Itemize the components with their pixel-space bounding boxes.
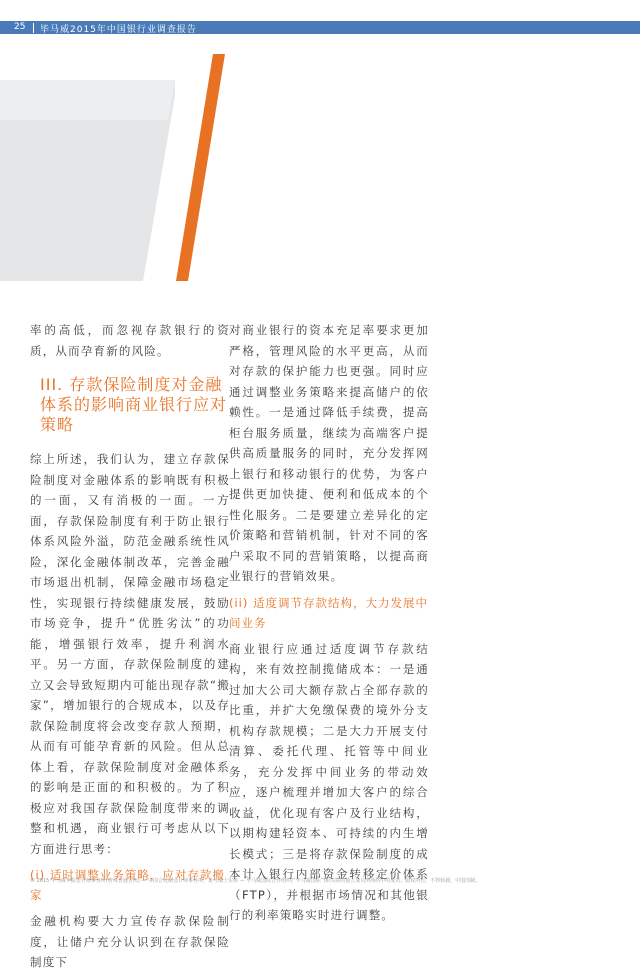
left-column [30, 320, 230, 973]
sub-heading-1: (i) 适时调整业务策略，应对存款搬家 [30, 868, 225, 902]
orange-slash [176, 54, 225, 281]
left-paragraph-1: 综上所述，我们认为，建立存款保险制度对金融体系的影响既有积极的一面，又有消极的一面。一方面，存款保险制度有利于防止银行体系风险外溢，防范金融系统性风险，深化金融体制改革，完善金融市场退出机制，保障金融市场稳定性，实现银行持续健康发展，鼓励市场竞争，提升“优胜劣汰”的功能，增强银行效率，提升利润水平。另一方面，存款保险制度的建立又会导致短期内可能出现存款“搬家”，增加银行的合规成本，以及存款保险制度将会改变存款人预期，从而有可能孕育新的风险。但从总体上看，存款保险制度对金融体系的影响是正面的和积极的。为了积极应对我国存款保险制度带来的调整和机遇，商业银行可考虑从以下方面进行思考： [30, 452, 230, 856]
right-paragraph-1: 对商业银行的资本充足率要求更加严格，管理风险的水平更高，从而对存款的保护能力也更强。同时应通过调整业务策略来提高储户的依赖性。一是通过降低手续费，提高柜台服务质量，继续为高端客户提供高质量服务的同时，充分发挥网上银行和移动银行的优势，为客户提供更加快捷、便利和低成本的个性化服务。二是要建立差异化的定价策略和营销机制，针对不同的客户采取不同的营销策略，以提高商业银行的营销效果。 [229, 323, 429, 583]
grey-block-upper [0, 80, 175, 120]
right-paragraph-2: 商业银行应通过适度调节存款结构，来有效控制揽储成本：一是通过加大公司大额存款占全部存款的比重，并扩大免缴保费的境外分支机构存款规模；二是大力开展支付清算、委托代理、托管等中间业务，充分发挥中间业务的带动效应，逐户梳理并增加大客户的综合收益，优化现有客户及行业结构，以期构建轻资本、可持续的内生增长模式；三是将存款保险制度的成本计入银行内部资金转移定价体系（FTP），并根据市场情况和其他银行的利率策略实时进行调整。 [229, 641, 429, 922]
page-number: 25 [14, 22, 26, 32]
decorative-graphic [0, 36, 640, 296]
footer-copyright: © 2015 毕马威华振会计师事务所(特殊普通合伙) — 中国合伙制会计师事务所，是与瑞士实体 — 毕马威国际合作组织(“毕马威国际”)相关联的独立成员所网络中的成员。版权所有，不得转载。中国印制。 [30, 878, 481, 884]
left-paragraph-2: 金融机构要大力宣传存款保险制度，让储户充分认识到在存款保险制度下 [30, 914, 230, 969]
intro-text: 率的高低，而忽视存款银行的资质，从而孕育新的风险。 [30, 323, 230, 358]
right-column [229, 320, 429, 926]
section-heading: III. 存款保险制度对金融体系的影响商业银行应对策略 [40, 375, 228, 434]
sub-heading-2: (ii) 适度调节存款结构，大力发展中间业务 [229, 595, 429, 630]
report-title: 毕马威2015年中国银行业调查报告 [40, 25, 197, 35]
header-divider [33, 23, 34, 33]
